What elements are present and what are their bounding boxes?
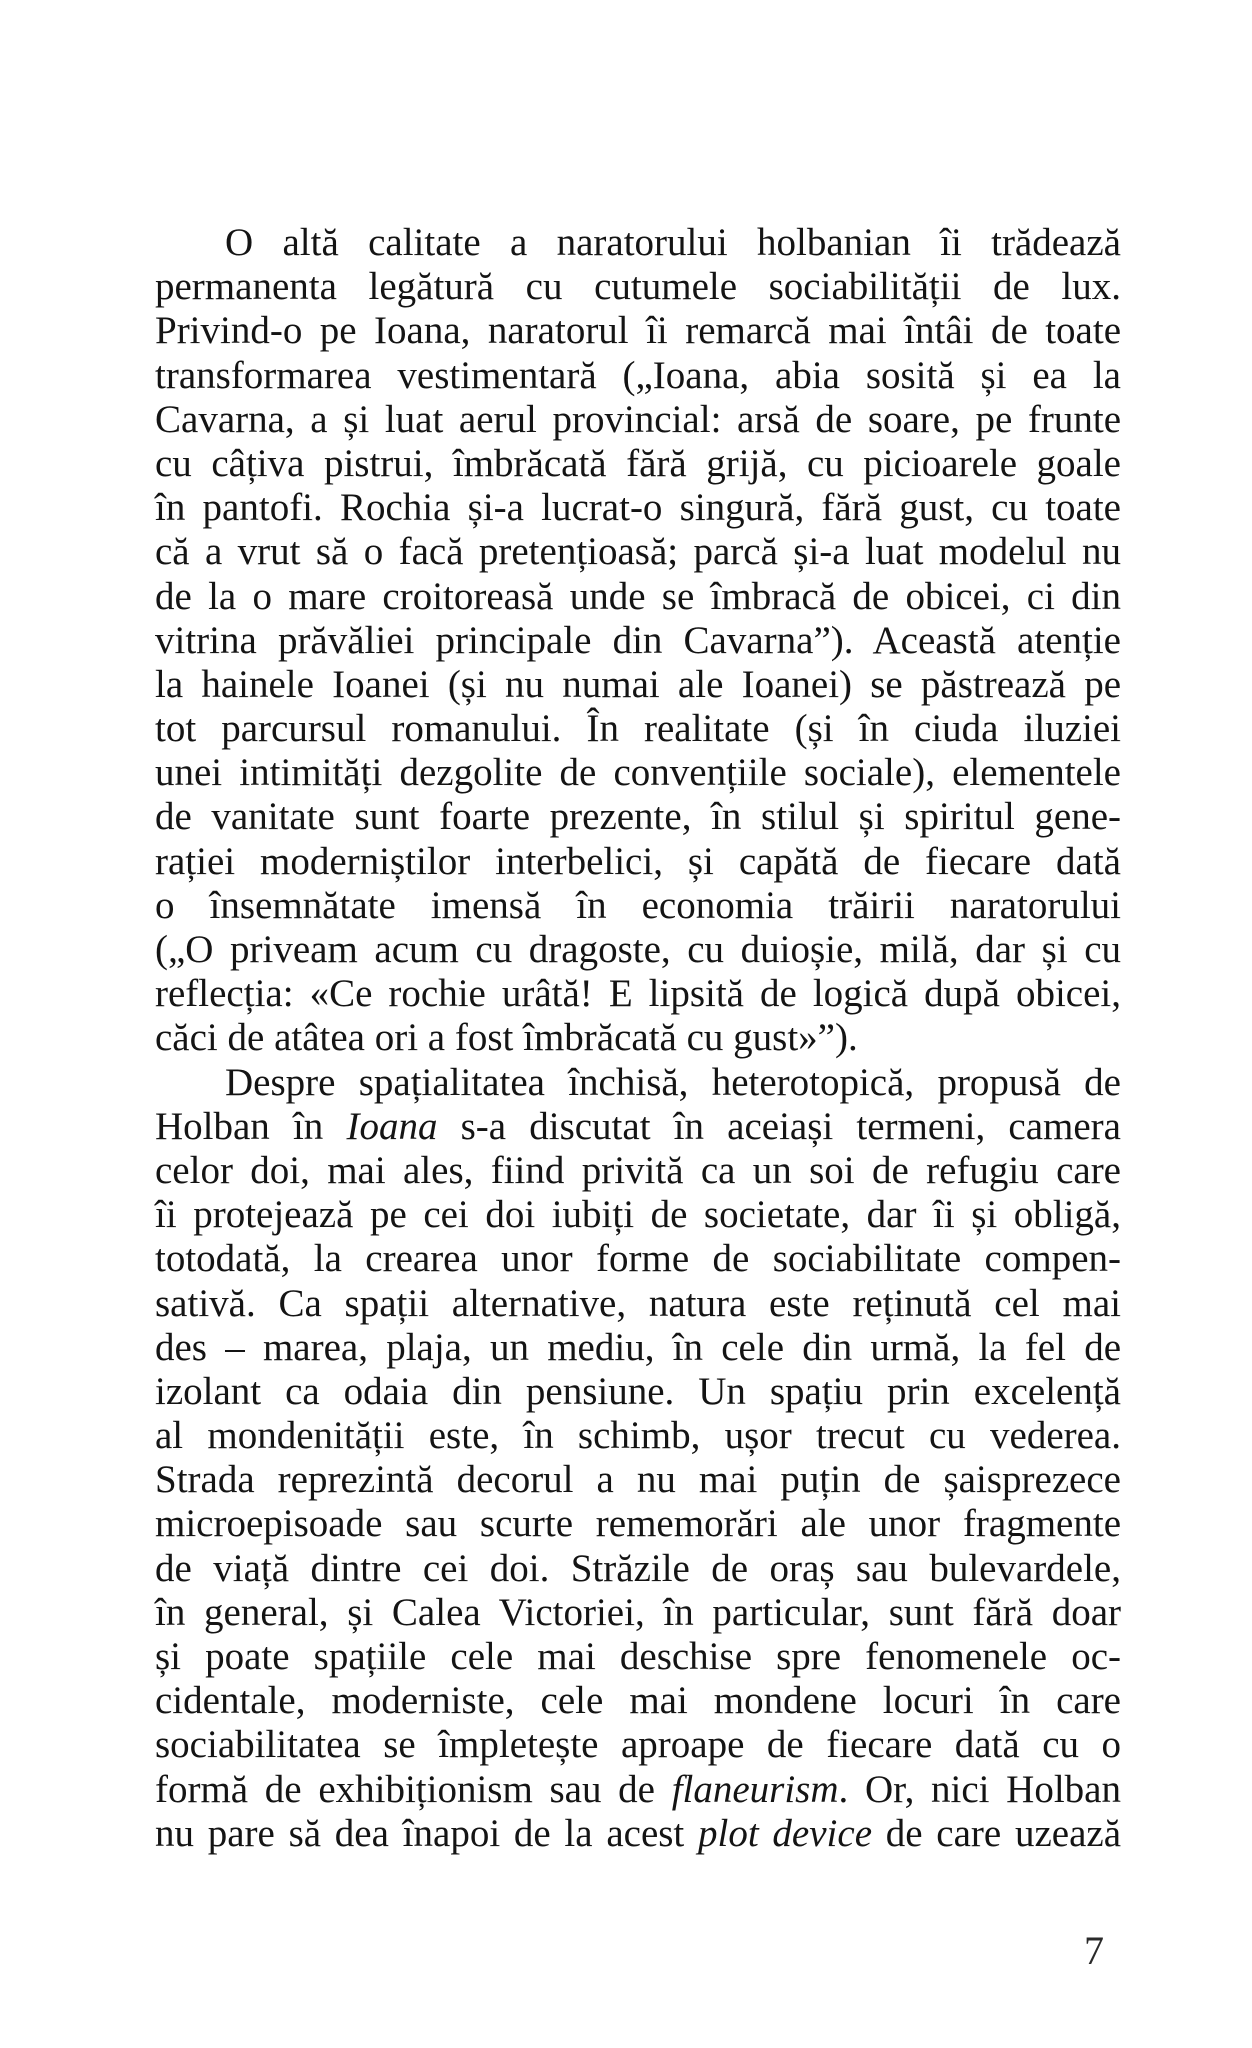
text-line: Despre spațialitatea închisă, heterotopică, propusă de — [225, 1060, 1121, 1104]
paragraph — [155, 1061, 1121, 1856]
text-line: Strada reprezintă decorul a nu mai puțin de șaisprezece — [155, 1458, 1121, 1502]
text-line: reflecția: «Ce rochie urâtă! E lipsită de logică după obicei, — [155, 972, 1121, 1016]
text-line: tot parcursul romanului. În realitate (și în ciuda iluziei — [155, 707, 1121, 751]
text-line: în general, și Calea Victoriei, în particular, sunt fără doar — [155, 1590, 1121, 1634]
text-line: îi protejează pe cei doi iubiți de societate, dar îi și obligă, — [155, 1193, 1121, 1237]
text-line: celor doi, mai ales, fiind privită ca un soi de refugiu care — [155, 1148, 1121, 1192]
italic-text: plot device — [698, 1811, 873, 1855]
text-line: vitrina prăvăliei principale din Cavarna”). Această atenție — [155, 618, 1121, 662]
text-line: formă de exhibiționism sau de flaneurism. Or, nici Holban — [155, 1767, 1121, 1811]
text-line: de viață dintre cei doi. Străzile de oraș sau bulevardele, — [155, 1546, 1121, 1590]
text-line: totodată, la crearea unor forme de sociabilitate compen- — [155, 1237, 1121, 1281]
text-line: nu pare să dea înapoi de la acest plot device de care uzează — [155, 1811, 1122, 1855]
text-line: cidentale, moderniste, cele mai mondene locuri în care — [155, 1679, 1121, 1723]
text-line: că a vrut să o facă pretențioasă; parcă și-a luat modelul nu — [155, 530, 1121, 574]
text-line: microepisoade sau scurte rememorări ale unor fragmente — [155, 1502, 1121, 1546]
text-line: transformarea vestimentară („Ioana, abia sosită și ea la — [155, 353, 1121, 397]
text-line: Cavarna, a și luat aerul provincial: arsă de soare, pe frunte — [155, 397, 1121, 441]
text-line: de la o mare croitoreasă unde se îmbracă de obicei, ci din — [155, 574, 1121, 618]
text-line: cu câțiva pistrui, îmbrăcată fără grijă, cu picioarele goale — [155, 441, 1121, 485]
italic-text: flaneurism — [671, 1767, 839, 1811]
text-line: al mondenității este, în schimb, ușor trecut cu vederea. — [155, 1414, 1121, 1458]
text-line: la hainele Ioanei (și nu numai ale Ioanei) se păstrează pe — [155, 662, 1121, 706]
text-line: sativă. Ca spații alternative, natura este reținută cel mai — [155, 1281, 1121, 1325]
text-line: permanenta legătură cu cutumele sociabilității de lux. — [155, 265, 1121, 309]
text-block — [155, 221, 1121, 1856]
text-line: o însemnătate imensă în economia trăirii naratorului — [155, 883, 1121, 927]
text-line: rației moderniștilor interbelici, și capătă de fiecare dată — [155, 839, 1121, 883]
italic-text: Ioana — [346, 1104, 438, 1148]
text-line: („O priveam acum cu dragoste, cu duioșie, milă, dar și cu — [155, 928, 1121, 971]
text-line: sociabilitatea se împletește aproape de fiecare dată cu o — [155, 1723, 1121, 1767]
text-line: des – marea, plaja, un mediu, în cele din urmă, la fel de — [155, 1325, 1121, 1369]
text-line: unei intimități dezgolite de convențiile sociale), elementele — [155, 751, 1121, 795]
text-line: Holban în Ioana s-a discutat în aceiași termeni, camera — [155, 1104, 1121, 1148]
text-line: în pantofi. Rochia și-a lucrat-o singură, fără gust, cu toate — [155, 486, 1121, 530]
page-number: 7 — [1084, 1928, 1104, 1973]
text-line: de vanitate sunt foarte prezente, în stilul și spiritul gene- — [155, 795, 1121, 839]
text-line: căci de atâtea ori a fost îmbrăcată cu gust»”). — [155, 1016, 858, 1060]
paragraph — [155, 221, 1121, 1061]
text-line: O altă calitate a naratorului holbanian îi trădează — [225, 221, 1121, 264]
text-line: și poate spațiile cele mai deschise spre fenomenele oc- — [155, 1635, 1121, 1678]
text-line: izolant ca odaia din pensiune. Un spațiu prin excelență — [155, 1369, 1121, 1413]
text-line: Privind-o pe Ioana, naratorul îi remarcă mai întâi de toate — [155, 309, 1121, 353]
